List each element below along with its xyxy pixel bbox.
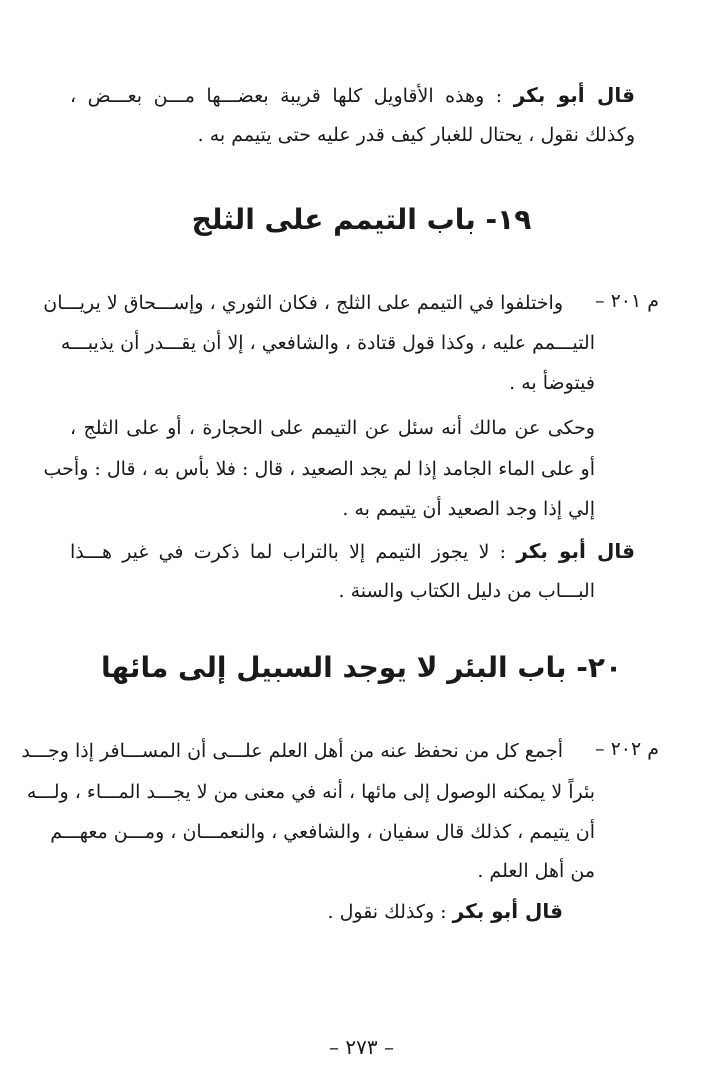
paragraph-2-line-1: قال أبو بكر : لا يجوز التيمم إلا بالتراب لما ذكرت في غير هـــذا bbox=[70, 539, 635, 563]
paragraph-3-line-1: قال أبو بكر : وكذلك نقول . bbox=[327, 899, 563, 923]
abu-bakr-lead: قال أبو بكر bbox=[516, 539, 635, 563]
issue-202-line-2: بئراً لا يمكنه الوصول إلى مائها ، أنه في معنى من لا يجـــد المـــاء ، ولـــه bbox=[26, 781, 595, 803]
issue-201-line-2: التيـــمم عليه ، وكذا قول قتادة ، والشافعي ، إلا أن يقـــدر أن يذيبـــه bbox=[60, 332, 595, 354]
page-number: – ٢٧٣ – bbox=[329, 1035, 394, 1059]
issue-202-line-1: أجمع كل من نحفظ عنه من أهل العلم علـــى أن المســـافر إذا وجـــد bbox=[21, 740, 563, 762]
issue-202-line-4: من أهل العلم . bbox=[477, 860, 595, 882]
issue-201-line-1: واختلفوا في التيمم على الثلج ، فكان الثوري ، وإســـحاق لا يريـــان bbox=[43, 292, 563, 314]
abu-bakr-lead: قال أبو بكر bbox=[513, 83, 635, 107]
abu-bakr-lead: قال أبو بكر bbox=[452, 899, 563, 923]
issue-202-line-3: أن يتيمم ، كذلك قال سفيان ، والشافعي ، والنعمـــان ، ومـــن معهـــم bbox=[50, 821, 595, 843]
paragraph-1-line-1: قال أبو بكر : وهذه الأقاويل كلها قريبة بعضـــها مـــن بعـــض ، bbox=[70, 83, 635, 107]
issue-number-202: م ٢٠٢ – bbox=[595, 738, 659, 760]
malik-paragraph-line-1: وحكى عن مالك أنه سئل عن التيمم على الحجارة ، أو على الثلج ، bbox=[70, 417, 595, 439]
issue-number-201: م ٢٠١ – bbox=[595, 290, 659, 312]
paragraph-2-line-2: البـــاب من دليل الكتاب والسنة . bbox=[338, 580, 595, 602]
section-heading-20: ٢٠- باب البئر لا يوجد السبيل إلى مائها bbox=[100, 651, 623, 684]
malik-paragraph-line-3: إلي إذا وجد الصعيد أن يتيمم به . bbox=[342, 498, 595, 520]
section-heading-19: ١٩- باب التيمم على الثلج bbox=[191, 203, 532, 236]
malik-paragraph-line-2: أو على الماء الجامد إذا لم يجد الصعيد ، قال : فلا بأس به ، قال : وأحب bbox=[43, 458, 595, 480]
paragraph-1-line-2: وكذلك نقول ، يحتال للغبار كيف قدر عليه حتى يتيمم به . bbox=[197, 124, 635, 146]
issue-201-line-3: فيتوضأ به . bbox=[509, 372, 595, 394]
